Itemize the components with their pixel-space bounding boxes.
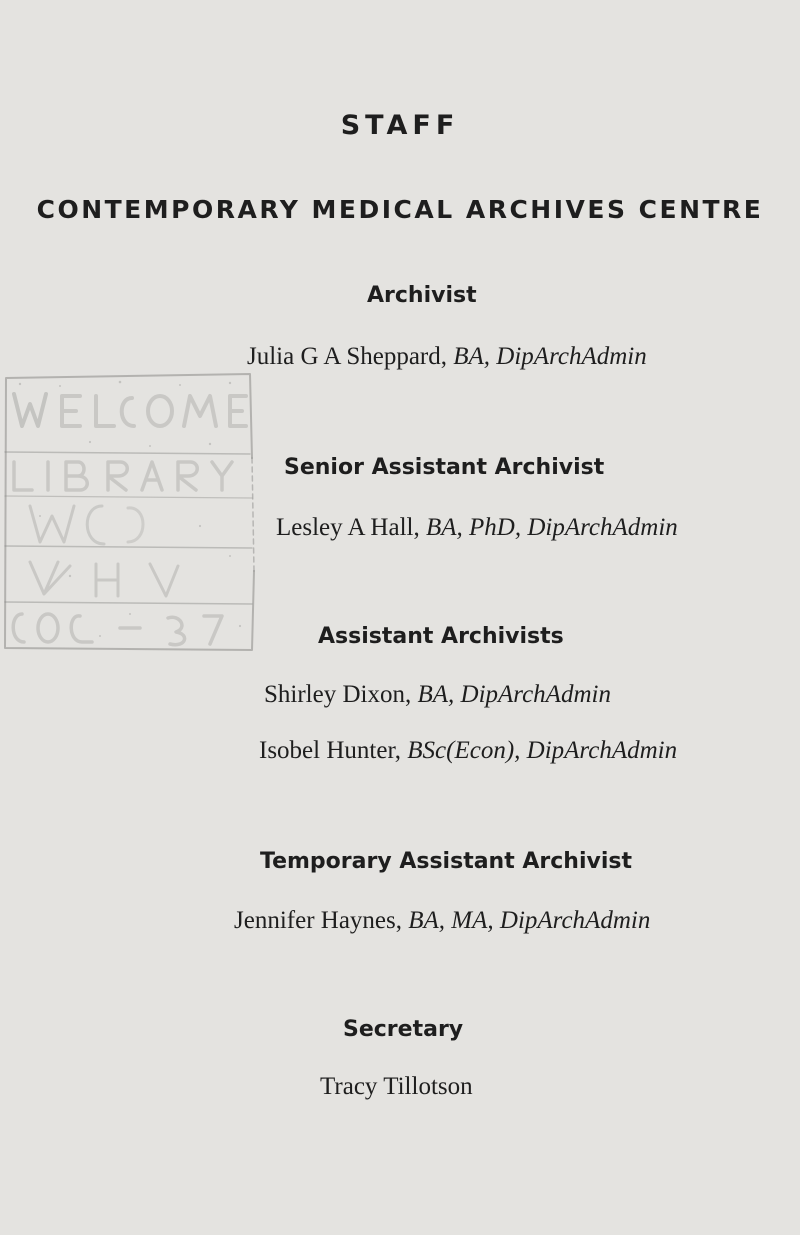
staff-name: Tracy Tillotson bbox=[320, 1073, 473, 1100]
staff-entry-isobel-hunter bbox=[259, 738, 677, 763]
staff-name: Julia G A Sheppard, bbox=[247, 343, 454, 370]
section-heading-assistant-archivists: Assistant Archivists bbox=[318, 624, 564, 649]
staff-credentials: BA, DipArchAdmin bbox=[417, 681, 611, 708]
staff-name: Lesley A Hall, bbox=[276, 514, 426, 541]
staff-entry-lesley-hall bbox=[276, 515, 678, 540]
staff-name: Shirley Dixon, bbox=[264, 681, 418, 708]
staff-name: Isobel Hunter, bbox=[259, 737, 408, 764]
staff-name: Jennifer Haynes, bbox=[234, 907, 409, 934]
staff-entry-tracy-tillotson bbox=[320, 1074, 473, 1099]
page-title: STAFF bbox=[340, 110, 460, 141]
section-heading-temporary-assistant-archivist: Temporary Assistant Archivist bbox=[260, 849, 633, 874]
section-heading-secretary: Secretary bbox=[343, 1017, 464, 1042]
section-heading-archivist: Archivist bbox=[367, 283, 477, 308]
department-name: CONTEMPORARY MEDICAL ARCHIVES CENTRE bbox=[36, 195, 764, 224]
staff-entry-shirley-dixon bbox=[264, 682, 611, 707]
staff-entry-jennifer-haynes bbox=[234, 908, 650, 933]
library-stamp-image bbox=[0, 366, 262, 656]
staff-entry-julia-sheppard bbox=[247, 344, 647, 369]
staff-credentials: BA, MA, DipArchAdmin bbox=[408, 907, 651, 934]
section-heading-senior-assistant-archivist: Senior Assistant Archivist bbox=[284, 455, 605, 480]
staff-credentials: BA, PhD, DipArchAdmin bbox=[425, 514, 678, 541]
staff-credentials: BSc(Econ), DipArchAdmin bbox=[407, 737, 678, 764]
staff-credentials: BA, DipArchAdmin bbox=[453, 343, 647, 370]
